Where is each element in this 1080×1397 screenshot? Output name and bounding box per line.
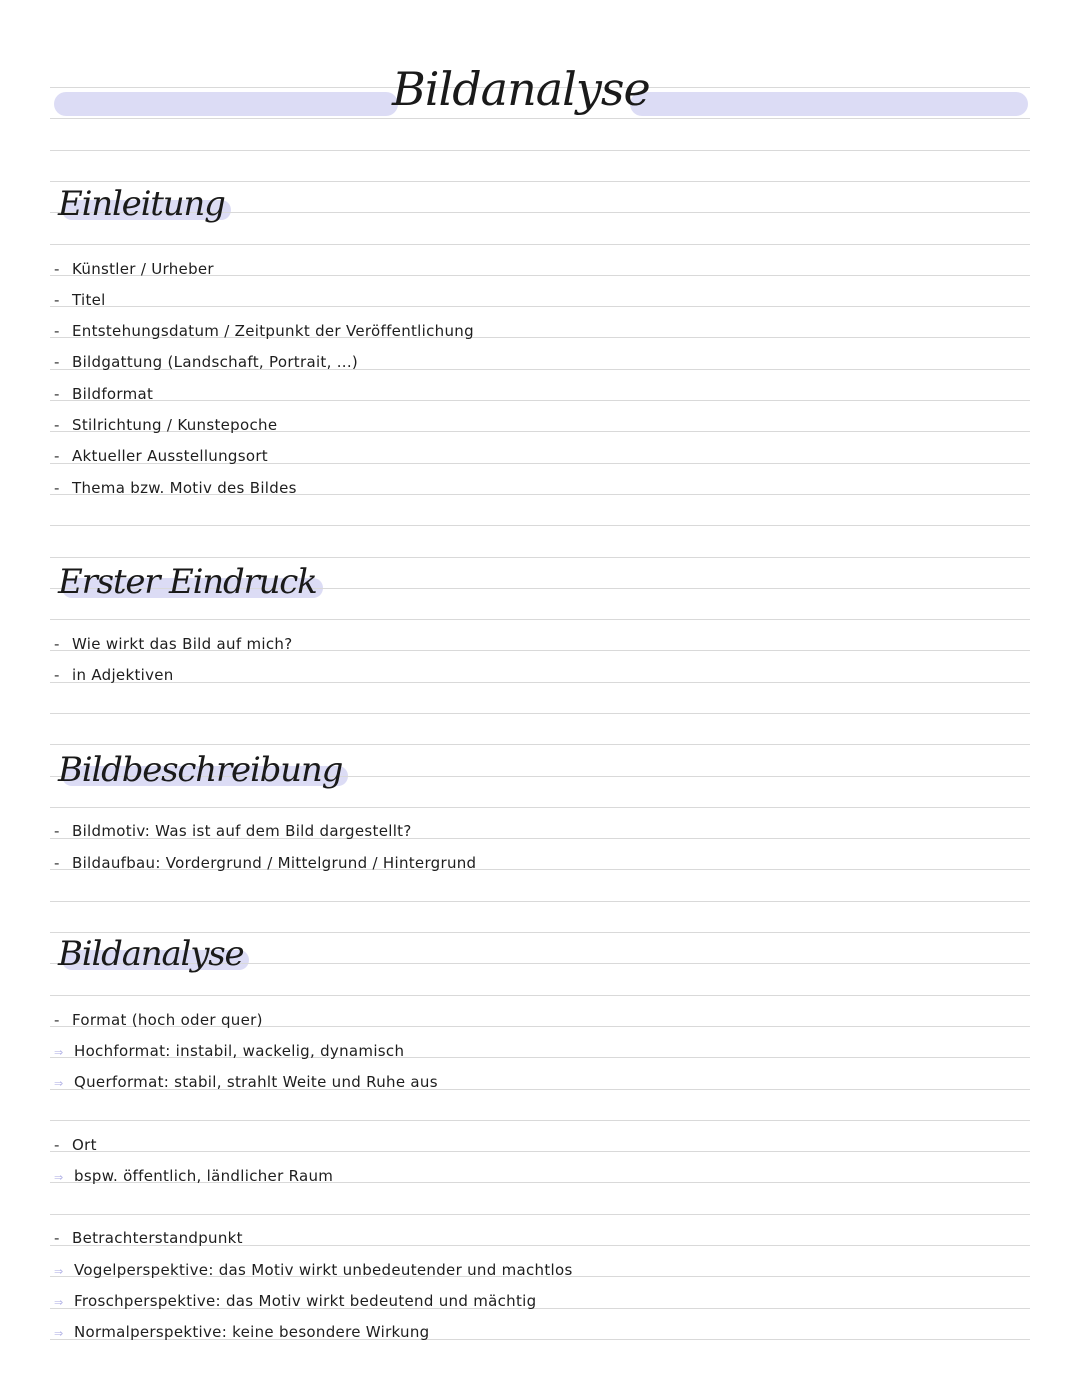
list-item: - Wie wirkt das Bild auf mich? xyxy=(54,635,293,653)
list-item: - Bildformat xyxy=(54,385,154,403)
title-highlight-left xyxy=(54,92,398,116)
double-arrow-icon: ⇒ xyxy=(54,1296,64,1309)
sub-item: ⇒ Hochformat: instabil, wackelig, dynamisch xyxy=(54,1042,405,1060)
page-title: Bildanalyse xyxy=(392,62,650,116)
list-item: - Bildmotiv: Was ist auf dem Bild dargestellt? xyxy=(54,822,412,840)
sub-item: ⇒ Normalperspektive: keine besondere Wirkung xyxy=(54,1323,430,1341)
list-item: - Ort xyxy=(54,1136,97,1154)
ruled-line xyxy=(50,150,1030,151)
list-item: - Aktueller Ausstellungsort xyxy=(54,447,268,465)
list-item: - Titel xyxy=(54,291,106,309)
list-item: - in Adjektiven xyxy=(54,666,174,684)
heading-bildbeschreibung: Bildbeschreibung xyxy=(58,750,342,790)
ruled-line xyxy=(50,1151,1030,1152)
ruled-line xyxy=(50,995,1030,996)
ruled-line xyxy=(50,619,1030,620)
list-item: - Thema bzw. Motiv des Bildes xyxy=(54,479,297,497)
list-item: - Bildaufbau: Vordergrund / Mittelgrund / Hintergrund xyxy=(54,854,477,872)
title-highlight-right xyxy=(630,92,1028,116)
ruled-line xyxy=(50,1214,1030,1215)
ruled-line xyxy=(50,682,1030,683)
sub-item: ⇒ Vogelperspektive: das Motiv wirkt unbedeutender und machtlos xyxy=(54,1261,573,1279)
heading-erster-eindruck: Erster Eindruck xyxy=(58,562,317,602)
ruled-line xyxy=(50,306,1030,307)
ruled-line xyxy=(50,807,1030,808)
ruled-line xyxy=(50,744,1030,745)
list-item: - Format (hoch oder quer) xyxy=(54,1011,263,1029)
double-arrow-icon: ⇒ xyxy=(54,1171,64,1184)
ruled-line xyxy=(50,932,1030,933)
ruled-line xyxy=(50,118,1030,119)
ruled-line xyxy=(50,244,1030,245)
ruled-line xyxy=(50,400,1030,401)
ruled-line xyxy=(50,901,1030,902)
ruled-line xyxy=(50,181,1030,182)
ruled-line xyxy=(50,1120,1030,1121)
ruled-line xyxy=(50,525,1030,526)
list-item: - Stilrichtung / Kunstepoche xyxy=(54,416,278,434)
sub-item: ⇒ Querformat: stabil, strahlt Weite und Ruhe aus xyxy=(54,1073,438,1091)
sub-item: ⇒ Froschperspektive: das Motiv wirkt bedeutend und mächtig xyxy=(54,1292,537,1310)
list-item: - Entstehungsdatum / Zeitpunkt der Veröffentlichung xyxy=(54,322,474,340)
list-item: - Bildgattung (Landschaft, Portrait, ...) xyxy=(54,353,359,371)
heading-bildanalyse: Bildanalyse xyxy=(58,934,243,974)
list-item: - Künstler / Urheber xyxy=(54,260,214,278)
sub-item: ⇒ bspw. öffentlich, ländlicher Raum xyxy=(54,1167,334,1185)
double-arrow-icon: ⇒ xyxy=(54,1327,64,1340)
list-item: - Betrachterstandpunkt xyxy=(54,1229,243,1247)
ruled-line xyxy=(50,713,1030,714)
ruled-line xyxy=(50,557,1030,558)
double-arrow-icon: ⇒ xyxy=(54,1077,64,1090)
double-arrow-icon: ⇒ xyxy=(54,1265,64,1278)
double-arrow-icon: ⇒ xyxy=(54,1046,64,1059)
heading-einleitung: Einleitung xyxy=(58,184,225,224)
